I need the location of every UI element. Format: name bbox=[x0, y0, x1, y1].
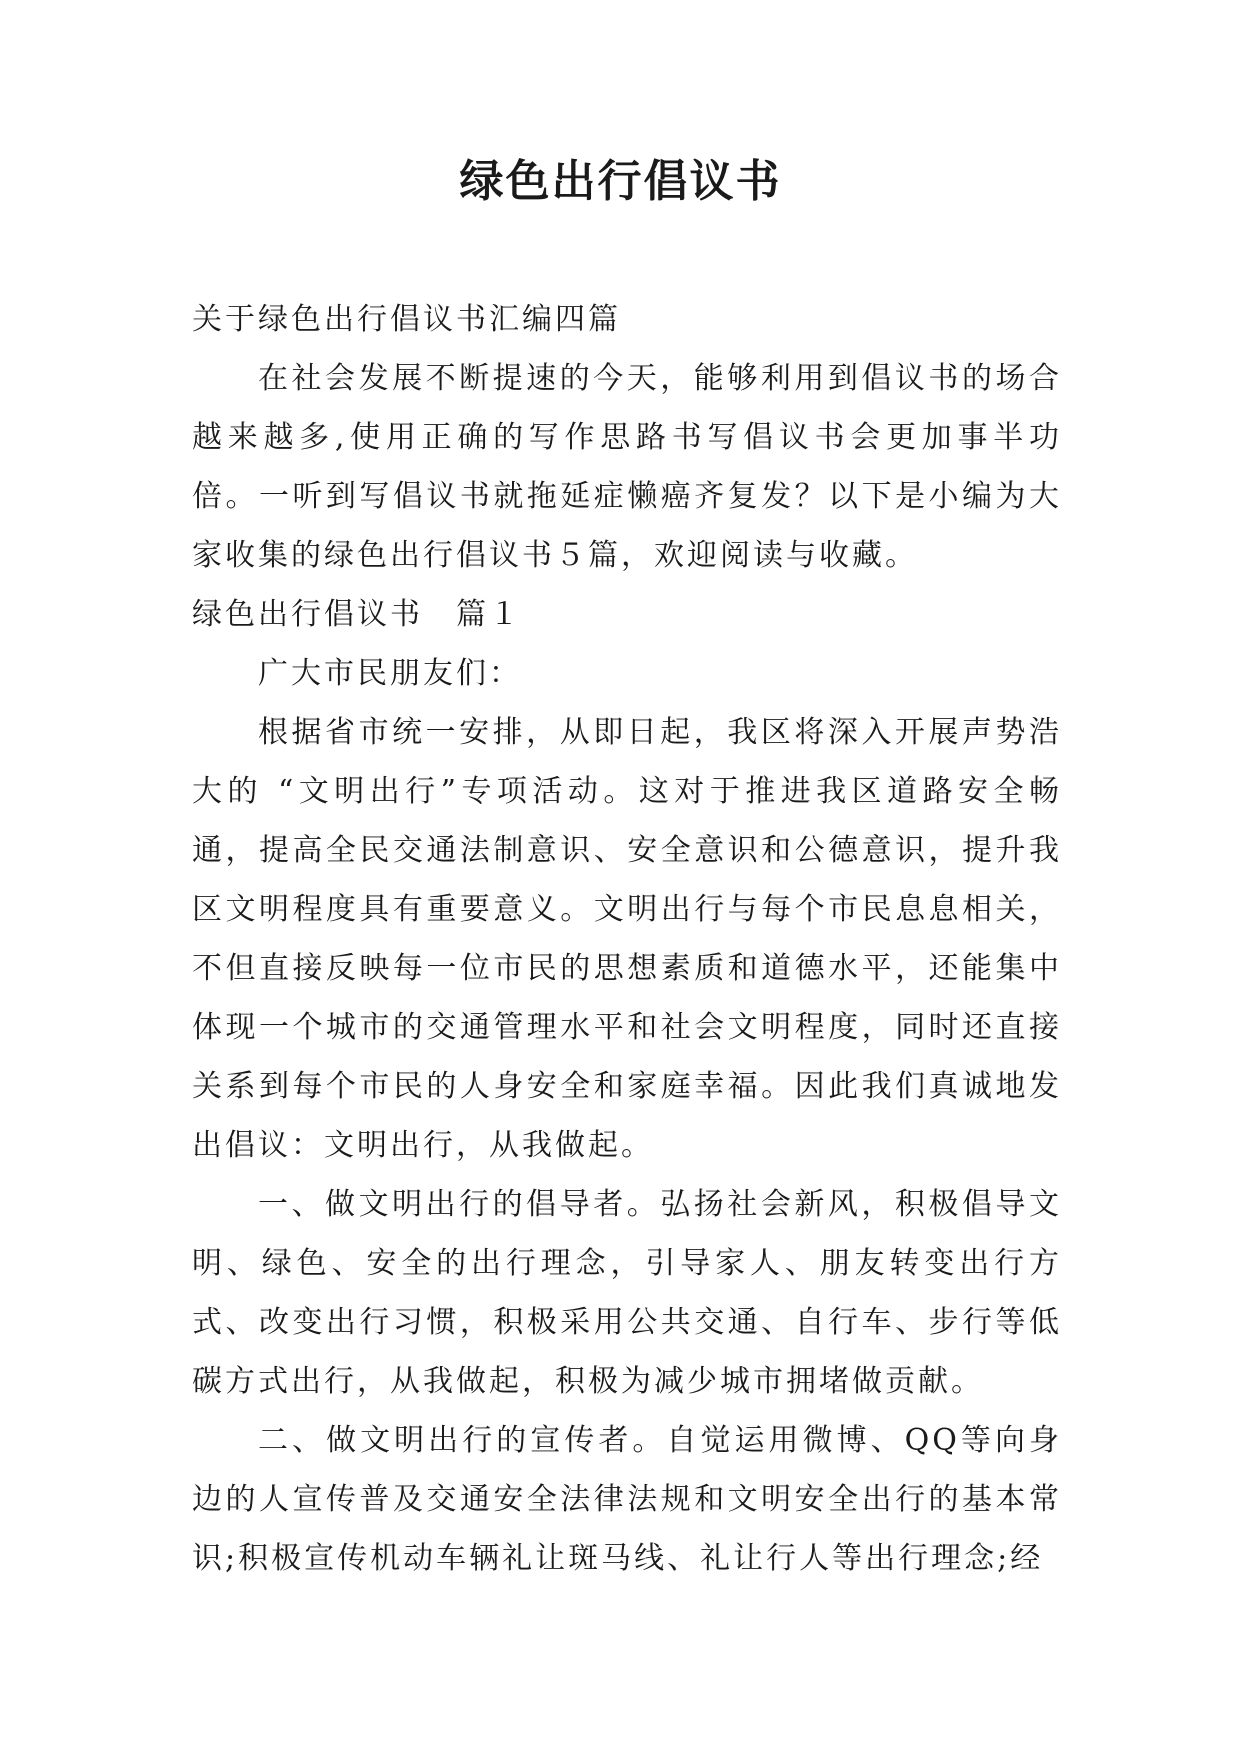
paragraph-intro: 在社会发展不断提速的今天，能够利用到倡议书的场合越来越多,使用正确的写作思路书写倡议书会更加事半功倍。一听到写倡议书就拖延症懒癌齐复发？以下是小编为大家收集的绿色出行倡议书５篇，欢迎阅读与收藏。 bbox=[192, 361, 1062, 573]
paragraph-item-two: 二、做文明出行的宣传者。自觉运用微博、QQ等向身边的人宣传普及交通安全法律法规和文明安全出行的基本常识;积极宣传机动车辆礼让斑马线、礼让行人等出行理念;经 bbox=[192, 1423, 1062, 1576]
paragraph-body: 根据省市统一安排，从即日起，我区将深入开展声势浩大的 “文明出行”专项活动。这对于推进我区道路安全畅通，提高全民交通法制意识、安全意识和公德意识，提升我区文明程度具有重要意义。文明出行与每个市民息息相关，不但直接反映每一位市民的思想素质和道德水平，还能集中体现一个城市的交通管理水平和社会文明程度，同时还直接关系到每个市民的人身安全和家庭幸福。因此我们真诚地发出倡议：文明出行，从我做起。 bbox=[192, 715, 1062, 1163]
paragraph-salutation: 广大市民朋友们： bbox=[258, 656, 522, 691]
document-body bbox=[192, 290, 1062, 1588]
section-heading: 绿色出行倡议书 篇１ bbox=[192, 597, 522, 632]
paragraph-item-one: 一、做文明出行的倡导者。弘扬社会新风，积极倡导文明、绿色、安全的出行理念，引导家人、朋友转变出行方式、改变出行习惯，积极采用公共交通、自行车、步行等低碳方式出行，从我做起，积极为减少城市拥堵做贡献。 bbox=[192, 1187, 1062, 1399]
paragraph-subtitle: 关于绿色出行倡议书汇编四篇 bbox=[192, 302, 621, 337]
document-title: 绿色出行倡议书 bbox=[459, 156, 782, 207]
